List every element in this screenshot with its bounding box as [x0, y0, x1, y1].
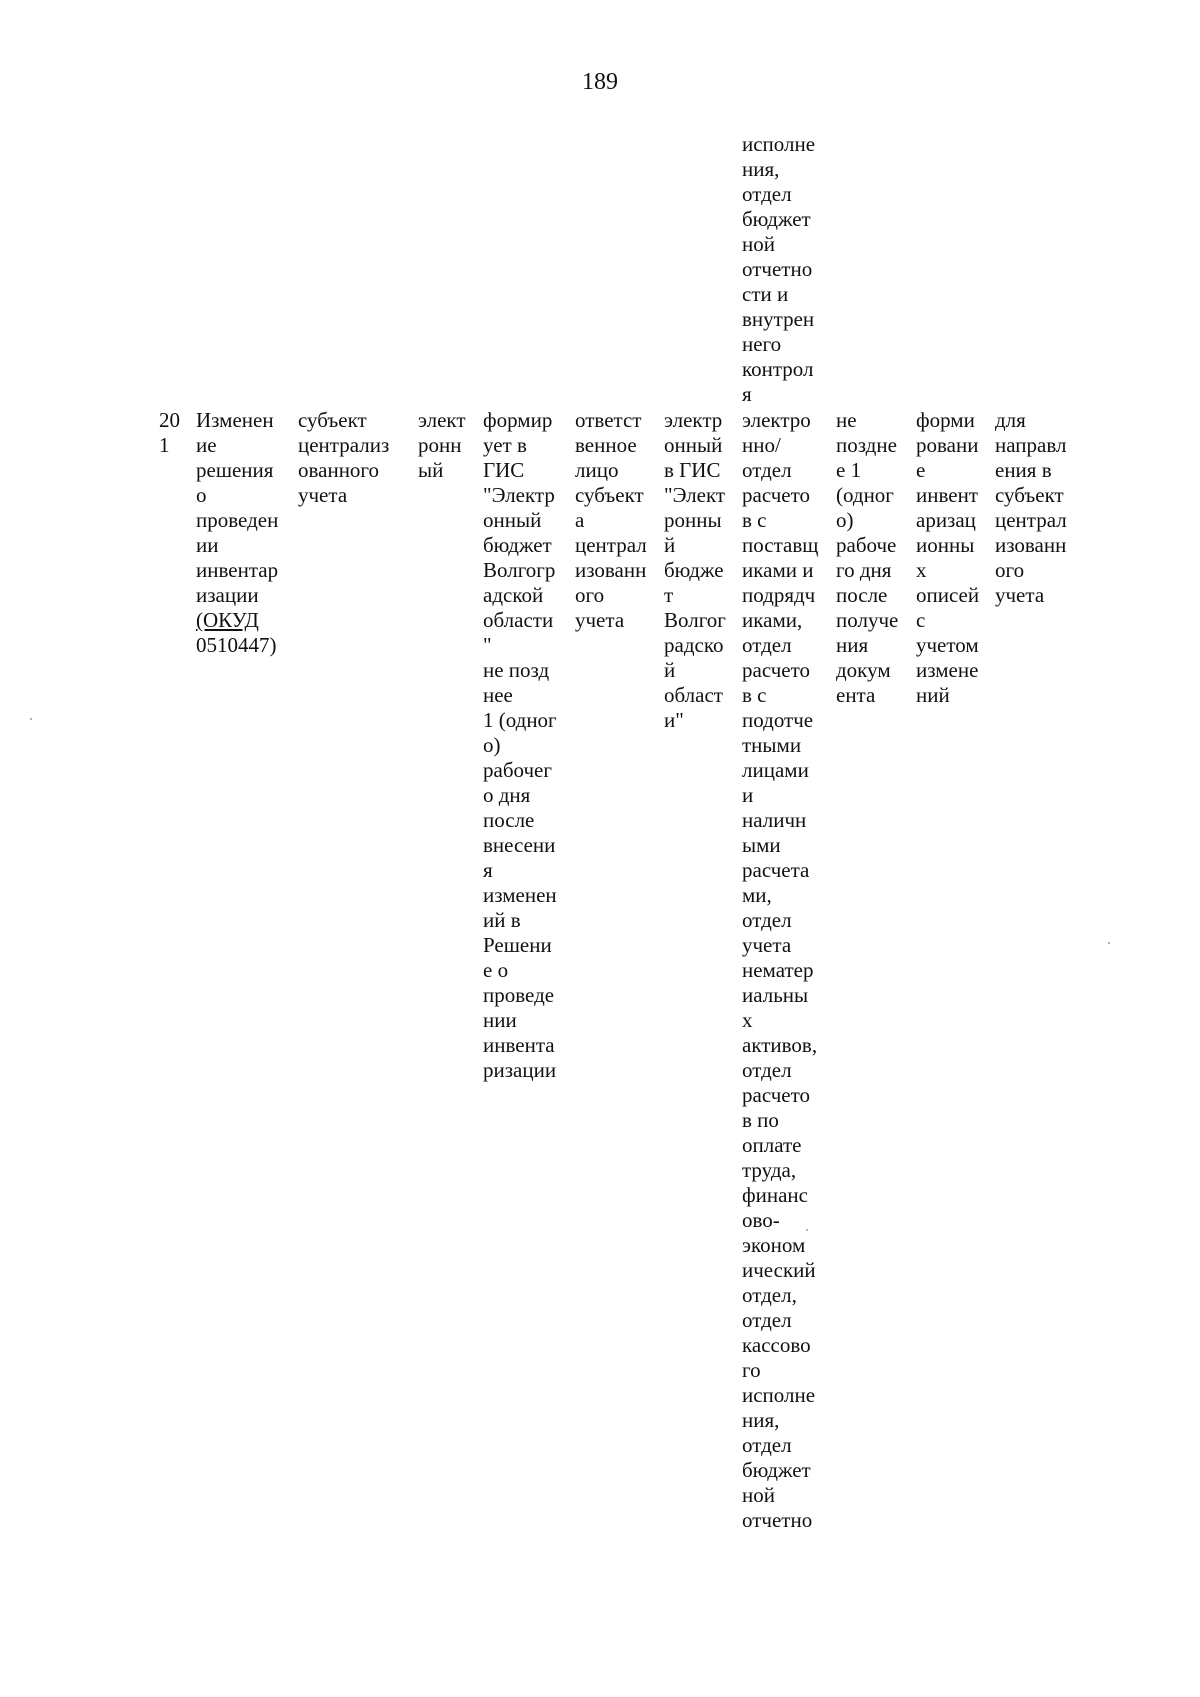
scan-speck — [806, 1229, 808, 1231]
continuation-cell: исполне ния, отдел бюджет ной отчетно сти и внутрен него контрол я — [742, 132, 816, 406]
row-number: 20 1 — [159, 408, 180, 457]
okud-number: 0510447) — [196, 633, 277, 657]
responsible-cell: ответст венное лицо субъект а централ изованн ого учета — [575, 408, 647, 632]
system-cell: электр онный в ГИС "Элект ронны й бюдже т Волгог радско й област и" — [664, 408, 726, 732]
document-name-text: Изменен ие решения о проведен ии инвентар изации — [196, 408, 279, 607]
destination-cell: для направл ения в субъект централ изованн ого учета — [995, 408, 1067, 607]
form-cell: элект ронн ый — [418, 408, 466, 482]
page-number: 189 — [582, 69, 618, 95]
document-name — [196, 408, 278, 658]
okud-code: (ОКУД — [196, 608, 259, 632]
scan-speck — [30, 718, 32, 720]
purpose-cell: форми ровани е инвент аризац ионны х описей с учетом измене ний — [916, 408, 980, 707]
deadline-cell: не поздне е 1 (одног о) рабоче го дня после получе ния докум ента — [836, 408, 899, 707]
scan-speck — [1108, 942, 1110, 944]
recipient-cell: электро нно/ отдел расчето в с поставщ иками и подрядч иками, отдел расчето в с подотче тными лицами и наличн ыми расчета ми, отдел учета нематер иальны х активов, отдел расчето в по оплате труда, финанс ово- эконом ический отдел, отдел кассово го исполне ния, отдел бюджет ной отчетно — [742, 408, 819, 1532]
subject-cell: субъект централиз ованного учета — [298, 408, 390, 507]
procedure-cell: формир ует в ГИС "Электр онный бюджет Волгогр адской области " не позд нее 1 (одног о) рабочег о дня после внесени я изменен ий в Решени е о проведе нии инвента ризации — [483, 408, 557, 1082]
